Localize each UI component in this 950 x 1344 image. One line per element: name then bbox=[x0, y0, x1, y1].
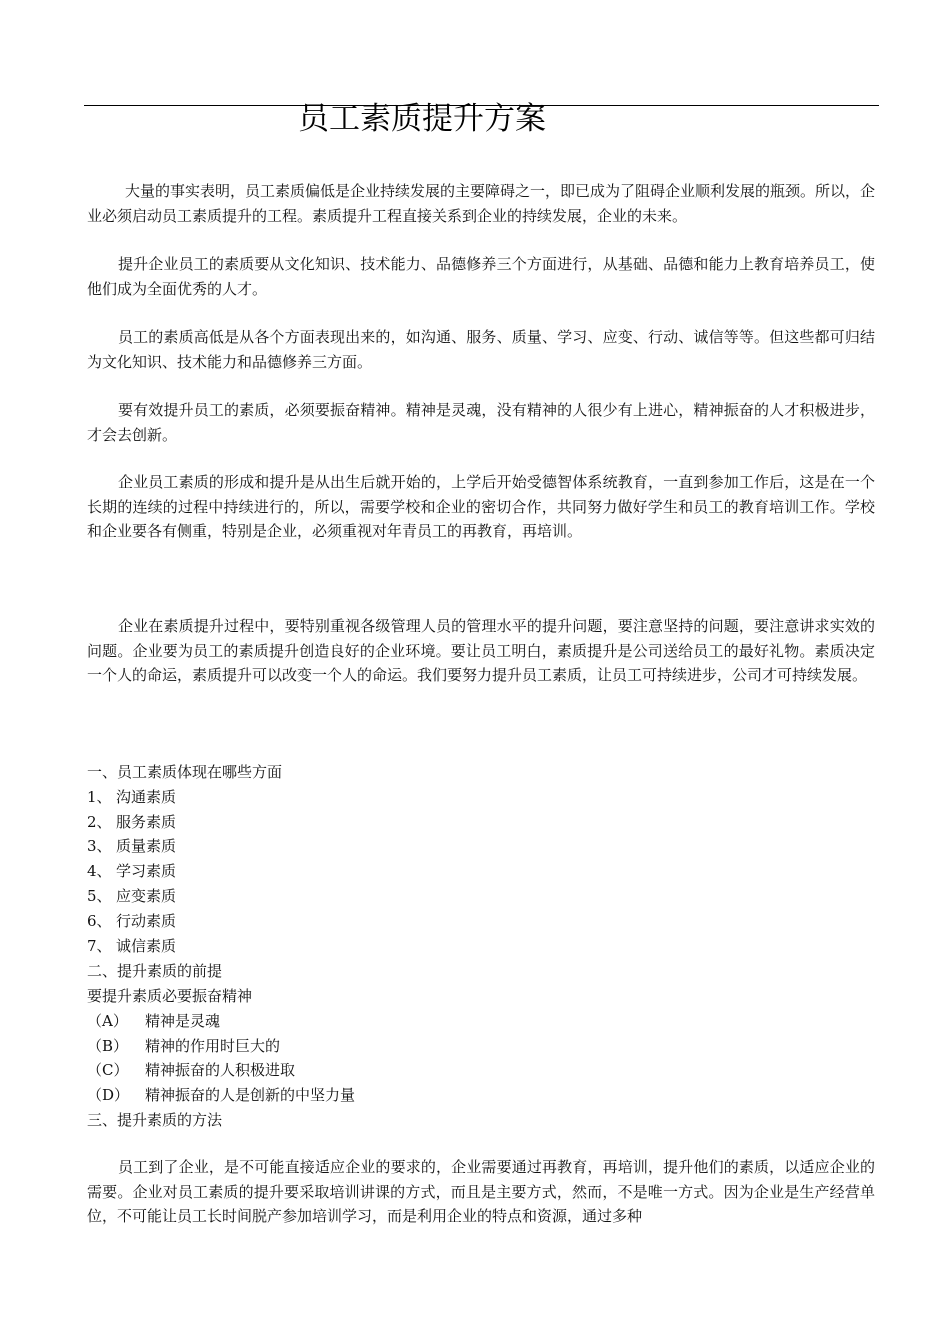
paragraph-1: 大量的事实表明，员工素质偏低是企业持续发展的主要障碍之一，即已成为了阻碍企业顺利发展的瓶颈。所以，企业必须启动员工素质提升的工程。素质提升工程直接关系到企业的持续发展，企业的未来。 bbox=[87, 182, 876, 225]
list-item: 1、 沟通素质 bbox=[87, 788, 177, 806]
section-2-subheading: 要提升素质必要振奋精神 bbox=[87, 987, 253, 1005]
list-item: 3、 质量素质 bbox=[87, 837, 177, 855]
list-item: 7、 诚信素质 bbox=[87, 937, 177, 955]
section-2-heading: 二、提升素质的前提 bbox=[87, 962, 223, 980]
list-item: （B） 精神的作用时巨大的 bbox=[87, 1037, 281, 1055]
section-1-heading: 一、员工素质体现在哪些方面 bbox=[87, 763, 283, 781]
paragraph-2: 提升企业员工的素质要从文化知识、技术能力、品德修养三个方面进行，从基础、品德和能力上教育培养员工，使他们成为全面优秀的人才。 bbox=[87, 255, 875, 298]
paragraph-6: 企业在素质提升过程中，要特别重视各级管理人员的管理水平的提升问题，要注意坚持的问题，要注意讲求实效的问题。企业要为员工的素质提升创造良好的企业环境。要让员工明白，素质提升是公司送给员工的最好礼物。素质决定一个人的命运，素质提升可以改变一个人的命运。我们要努力提升员工素质，让员工可持续进步，公司才可持续发展。 bbox=[87, 617, 875, 684]
list-item: 5、 应变素质 bbox=[87, 887, 177, 905]
list-item: 2、 服务素质 bbox=[87, 813, 177, 831]
section-3-heading: 三、提升素质的方法 bbox=[87, 1111, 223, 1129]
paragraph-3: 员工的素质高低是从各个方面表现出来的，如沟通、服务、质量、学习、应变、行动、诚信等等。但这些都可归结为文化知识、技术能力和品德修养三方面。 bbox=[87, 328, 875, 371]
list-item: （D） 精神振奋的人是创新的中坚力量 bbox=[87, 1086, 356, 1104]
paragraph-4: 要有效提升员工的素质，必须要振奋精神。精神是灵魂，没有精神的人很少有上进心，精神振奋的人才积极进步，才会去创新。 bbox=[87, 401, 875, 444]
section-3-paragraph: 员工到了企业，是不可能直接适应企业的要求的，企业需要通过再教育，再培训，提升他们的素质，以适应企业的需要。企业对员工素质的提升要采取培训讲课的方式，而且是主要方式，然而，不是唯一方式。因为企业是生产经营单位，不可能让员工长时间脱产参加培训学习，而是利用企业的特点和资源，通过多种 bbox=[87, 1158, 875, 1225]
list-item: 6、 行动素质 bbox=[87, 912, 177, 930]
paragraph-5: 企业员工素质的形成和提升是从出生后就开始的，上学后开始受德智体系统教育，一直到参加工作后，这是在一个长期的连续的过程中持续进行的，所以，需要学校和企业的密切合作，共同努力做好学生和员工的教育培训工作。学校和企业要各有侧重，特别是企业，必须重视对年青员工的再教育，再培训。 bbox=[87, 473, 875, 540]
document-title: 员工素质提升方案 bbox=[298, 101, 546, 137]
list-item: （A） 精神是灵魂 bbox=[87, 1012, 221, 1030]
list-item: （C） 精神振奋的人积极进取 bbox=[87, 1061, 296, 1079]
list-item: 4、 学习素质 bbox=[87, 862, 177, 880]
